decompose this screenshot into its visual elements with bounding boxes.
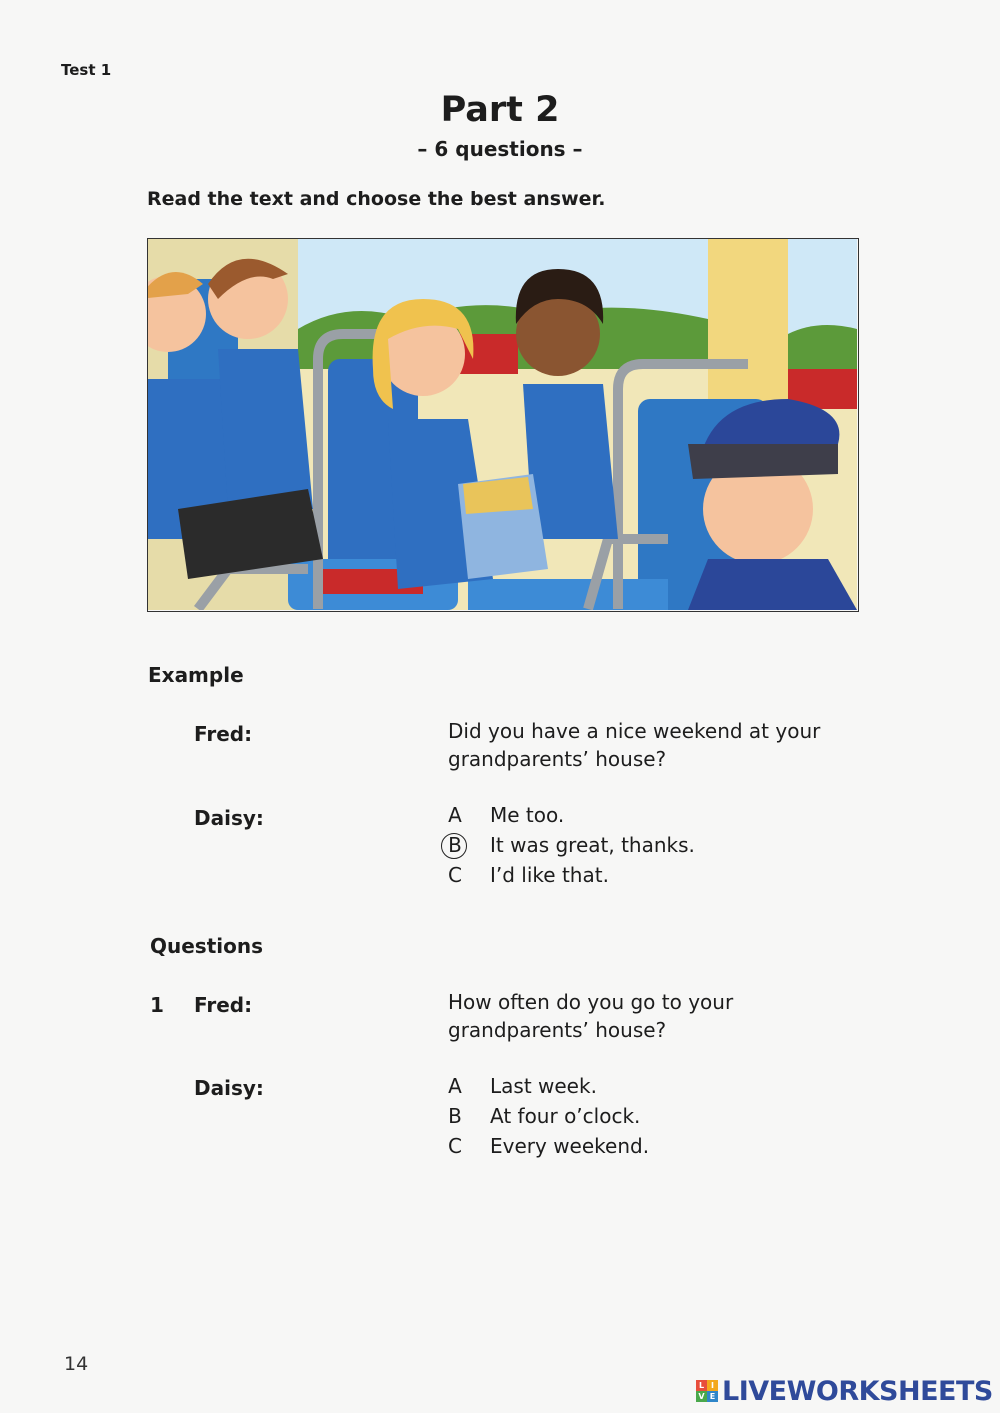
question-1-speaker-daisy: Daisy:	[194, 1076, 264, 1100]
question-1-option-a-text[interactable]: Last week.	[490, 1074, 597, 1098]
logo-letter-e: E	[707, 1391, 718, 1402]
example-option-c-letter: C	[448, 863, 462, 887]
example-option-b-text: It was great, thanks.	[490, 833, 695, 857]
question-1-option-b-text[interactable]: At four o’clock.	[490, 1104, 641, 1128]
example-heading: Example	[148, 663, 244, 687]
page-title: Part 2	[440, 90, 560, 130]
question-1-option-c-letter[interactable]: C	[448, 1134, 462, 1158]
question-1-line-2: grandparents’ house?	[448, 1018, 667, 1042]
school-bus-scene-illustration	[147, 238, 859, 612]
page-number: 14	[64, 1353, 89, 1375]
example-option-b-letter: B	[448, 833, 462, 857]
example-option-a-text: Me too.	[490, 803, 565, 827]
instruction-text: Read the text and choose the best answer.	[147, 188, 606, 210]
logo-text: LIVEWORKSHEETS	[722, 1375, 993, 1407]
example-option-c-text: I’d like that.	[490, 863, 609, 887]
example-speaker-fred: Fred:	[194, 722, 253, 746]
liveworksheets-logo	[696, 1375, 993, 1407]
logo-letter-i: I	[707, 1380, 718, 1391]
example-question-line-2: grandparents’ house?	[448, 747, 667, 771]
example-option-a-letter: A	[448, 803, 462, 827]
example-speaker-daisy: Daisy:	[194, 806, 264, 830]
logo-letter-v: V	[696, 1391, 707, 1402]
page-subtitle: – 6 questions –	[417, 137, 583, 161]
question-1-speaker-fred: Fred:	[194, 993, 253, 1017]
question-1-line-1: How often do you go to your	[448, 990, 734, 1014]
question-1-option-a-letter[interactable]: A	[448, 1074, 462, 1098]
question-1-option-c-text[interactable]: Every weekend.	[490, 1134, 650, 1158]
logo-grid-icon	[696, 1380, 718, 1402]
question-number: 1	[150, 993, 164, 1017]
test-label: Test 1	[61, 61, 112, 79]
question-1-option-b-letter[interactable]: B	[448, 1104, 462, 1128]
questions-heading: Questions	[150, 934, 264, 958]
logo-letter-l: L	[696, 1380, 707, 1391]
example-question-line-1: Did you have a nice weekend at your	[448, 719, 821, 743]
